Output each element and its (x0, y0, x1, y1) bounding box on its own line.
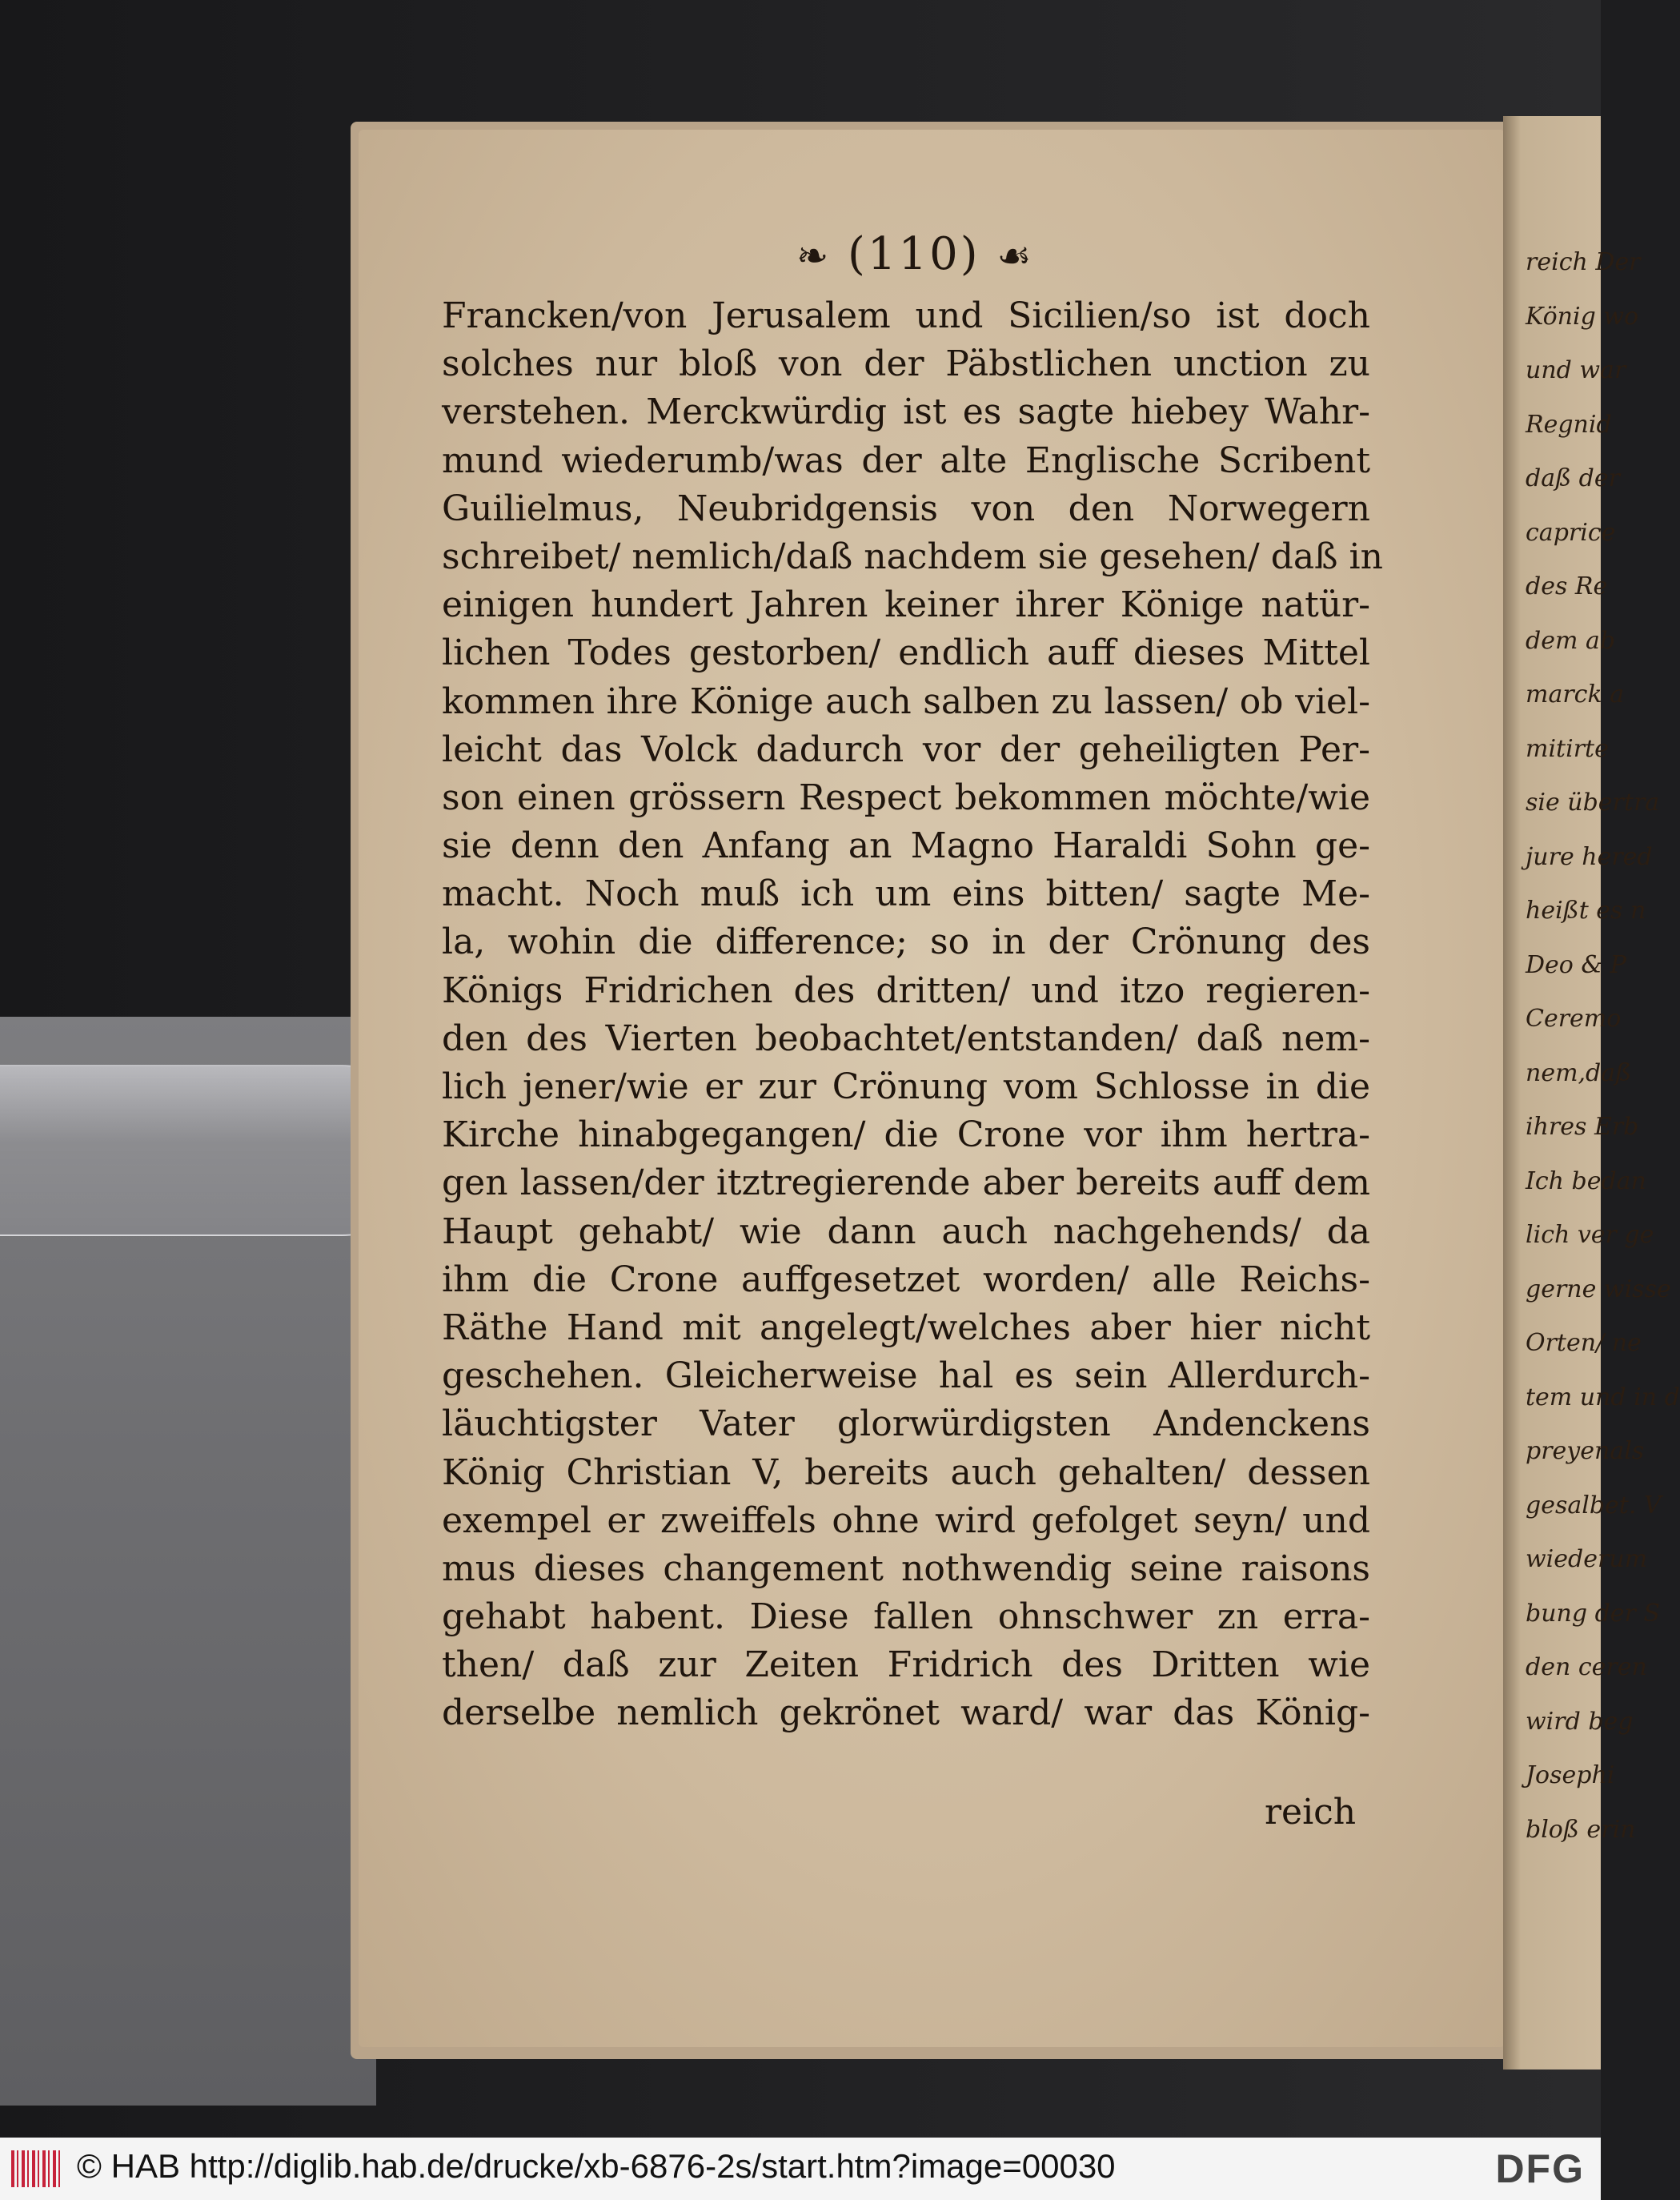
facing-page-fragment: Ich bedan (1526, 1166, 1646, 1195)
facing-page-fragment: König wo (1526, 302, 1639, 331)
text-line: mus dieses changement nothwendig seine raisons (442, 1548, 1370, 1589)
facing-page-fragment: daß der (1526, 464, 1620, 492)
text-line: exempel er zweiffels ohne wird gefolget seyn/ und (442, 1499, 1370, 1541)
facing-page-fragment: Deo & P (1526, 950, 1626, 979)
copyright-link[interactable]: © HAB http://diglib.hab.de/drucke/xb-6876-2s/start.htm?image=00030 (77, 2147, 1116, 2185)
text-line: Haupt gehabt/ wie dann auch nachgehends/ da (442, 1210, 1370, 1252)
facing-page-fragment: reich Der (1526, 248, 1641, 276)
text-line: lichen Todes gestorben/ endlich auff dieses Mittel (442, 632, 1370, 674)
facing-page-fragment: Regnid (1526, 410, 1612, 439)
facing-page-fragment: bloß erin (1526, 1815, 1636, 1844)
text-line: son einen grössern Respect bekommen möchte/wie (442, 777, 1370, 818)
dfg-logo: DFG (1495, 2146, 1585, 2191)
text-line: macht. Noch muß ich um eins bitten/ sagte Me- (442, 873, 1370, 915)
text-line: Francken/von Jerusalem und Sicilien/so ist doch (442, 295, 1370, 336)
footer-bar (0, 2138, 1601, 2200)
text-line: läuchtigster Vater glorwürdigsten Andenckens (442, 1403, 1370, 1445)
text-line: den des Vierten beobachtet/entstanden/ daß nem- (442, 1018, 1370, 1059)
text-line: ihm die Crone auffgesetzet worden/ alle Reichs- (442, 1259, 1370, 1300)
facing-page-fragment: preyenals (1526, 1437, 1645, 1465)
page-number-header (796, 228, 1033, 280)
page-number: (110) (848, 228, 980, 280)
text-line: gen lassen/der itztregierende aber bereits auff dem (442, 1162, 1370, 1204)
facing-page-fragment: gesalbet. V (1526, 1491, 1662, 1520)
hab-barcode-icon (11, 2150, 61, 2187)
text-line: Guilielmus, Neubridgensis von den Norwegern (442, 488, 1370, 529)
text-line: derselbe nemlich gekrönet ward/ war das König- (442, 1692, 1370, 1734)
facing-page-fragment: Ceremo (1526, 1005, 1622, 1033)
catchword: reich (1265, 1792, 1357, 1833)
facing-page-fragment: des Re (1526, 572, 1608, 600)
facing-page-fragment: wird beg (1526, 1707, 1634, 1736)
facing-page-fragment: bung der S (1526, 1599, 1660, 1628)
text-line: kommen ihre Könige auch salben zu lassen/ ob viel- (442, 680, 1370, 722)
text-line: schreibet/ nemlich/daß nachdem sie gesehen/ daß in (442, 536, 1383, 577)
text-line: Räthe Hand mit angelegt/welches aber hier nicht (442, 1307, 1370, 1348)
facing-page-fragment: nem,daß (1526, 1058, 1632, 1087)
facing-page-edge (1503, 116, 1680, 2070)
text-line: lich jener/wie er zur Crönung vom Schlosse in die (442, 1066, 1370, 1107)
facing-page-fragment: marck a (1526, 680, 1625, 709)
facing-page-fragment: mitirte (1526, 734, 1609, 763)
text-line: gehabt habent. Diese fallen ohnschwer zn erra- (442, 1596, 1370, 1638)
facing-page-fragment: jure hered (1526, 842, 1653, 871)
facing-page-fragment: tem und in d (1526, 1383, 1680, 1411)
facing-page-fragment: dem ab (1526, 626, 1616, 655)
ornament-left-icon: ❧ (796, 234, 832, 279)
page-text-block (442, 292, 1383, 1738)
text-line: einigen hundert Jahren keiner ihrer Könige natür- (442, 584, 1370, 626)
facing-page-fragment: ihres Erb (1526, 1113, 1639, 1141)
text-line: Königs Fridrichen des dritten/ und itzo regieren- (442, 970, 1370, 1011)
facing-page-fragment: gerne wisse (1526, 1275, 1671, 1303)
text-line: sie denn den Anfang an Magno Haraldi Sohn ge- (442, 825, 1370, 867)
text-line: König Christian V, bereits auch gehalten/ dessen (442, 1451, 1370, 1493)
facing-page-fragment: und war (1526, 356, 1626, 384)
text-line: leicht das Volck dadurch vor der geheiligten Per- (442, 729, 1370, 770)
facing-page-fragment: wiederum (1526, 1545, 1648, 1573)
facing-page-fragment: den ceren (1526, 1653, 1647, 1681)
facing-page-fragment: caprice (1526, 518, 1616, 547)
ornament-right-icon: ☙ (996, 234, 1034, 279)
facing-page-fragment: Orten/ ne (1526, 1329, 1642, 1357)
facing-page-fragment: Josephi (1526, 1761, 1615, 1789)
facing-page-fragment: lich ver ge (1526, 1221, 1654, 1249)
text-line: Kirche hinabgegangen/ die Crone vor ihm hertra- (442, 1114, 1370, 1156)
text-line: mund wiederumb/was der alte Englische Scribent (442, 440, 1370, 481)
text-line: la, wohin die difference; so in der Crönung des (442, 921, 1370, 963)
facing-page-fragment: sie übertra (1526, 789, 1660, 817)
text-line: then/ daß zur Zeiten Fridrich des Dritten wie (442, 1644, 1370, 1686)
text-line: geschehen. Gleicherweise hal es sein Allerdurch- (442, 1355, 1370, 1397)
text-line: verstehen. Merckwürdig ist es sagte hiebey Wahr- (442, 391, 1370, 433)
text-line: solches nur bloß von der Päbstlichen unction zu (442, 343, 1370, 385)
facing-page-fragment: heißt es n (1526, 897, 1646, 925)
